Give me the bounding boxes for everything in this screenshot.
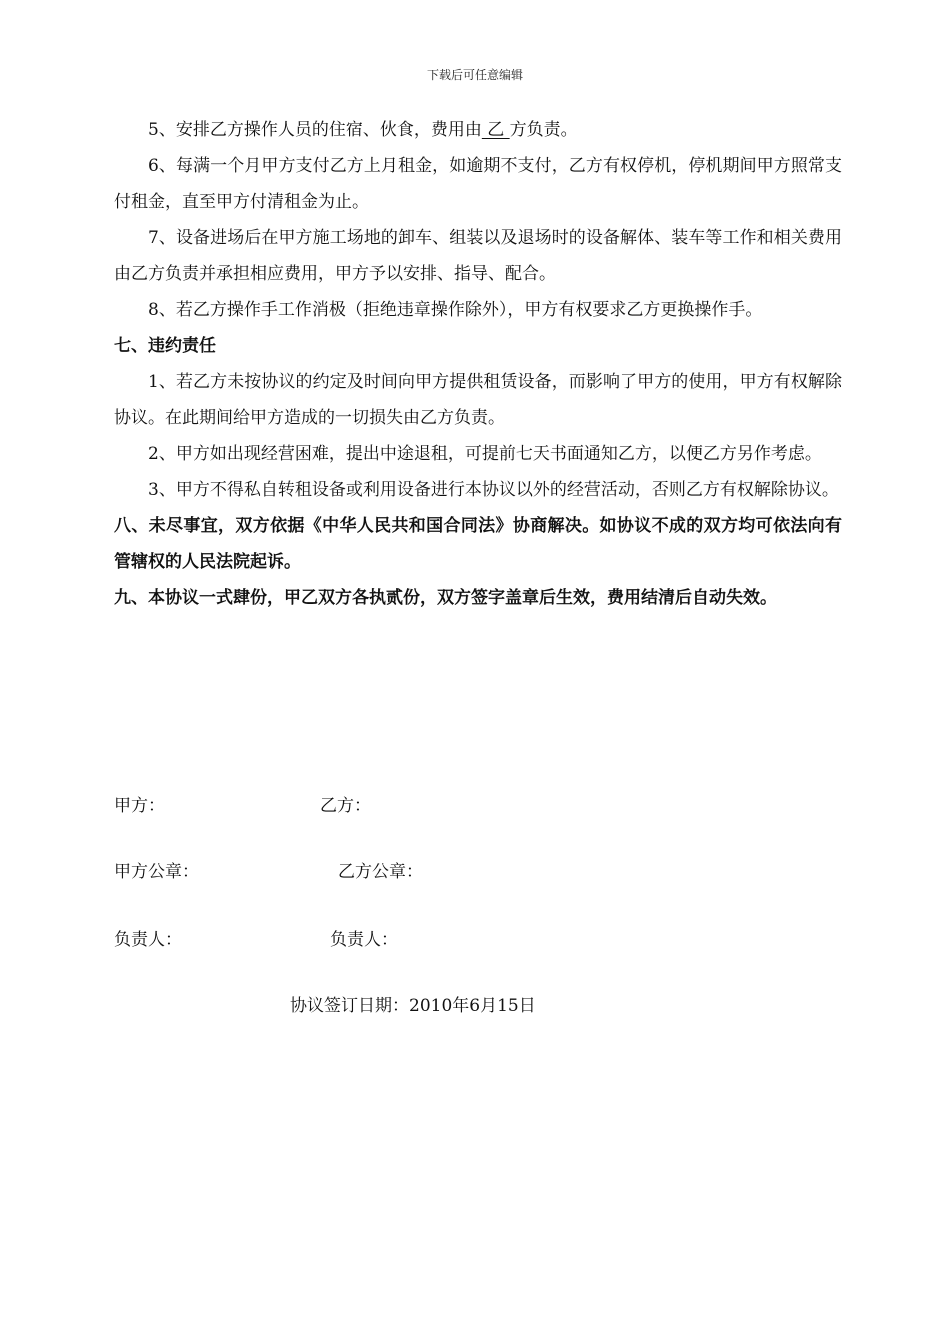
clause-8: 8、若乙方操作手工作消极（拒绝违章操作除外），甲方有权要求乙方更换操作手。 xyxy=(148,300,763,320)
clause-6: 6、每满一个月甲方支付乙方上月租金，如逾期不支付，乙方有权停机，停机期间甲方照常支付租金，直至甲方付清租金为止。 xyxy=(114,156,842,212)
contract-body xyxy=(114,112,842,616)
party-b-label: 乙方： xyxy=(320,796,371,816)
party-a-seal-label: 甲方公章： xyxy=(114,862,199,882)
signing-date: 协议签订日期：2010年6月15日 xyxy=(290,996,536,1016)
clause-5-responsible-party: 乙 xyxy=(481,120,510,140)
clause-7: 7、设备进场后在甲方施工场地的卸车、组装以及退场时的设备解体、装车等工作和相关费用由乙方负责并承担相应费用，甲方予以安排、指导、配合。 xyxy=(114,228,842,284)
breach-clause-1: 1、若乙方未按协议的约定及时间向甲方提供租赁设备，而影响了甲方的使用，甲方有权解除协议。在此期间给甲方造成的一切损失由乙方负责。 xyxy=(114,372,842,428)
header-note: 下载后可任意编辑 xyxy=(426,68,523,82)
breach-clause-3: 3、甲方不得私自转租设备或利用设备进行本协议以外的经营活动，否则乙方有权解除协议。 xyxy=(148,480,839,500)
section-7-title: 七、违约责任 xyxy=(114,336,216,356)
party-a-label: 甲方： xyxy=(114,796,165,816)
party-b-representative-label: 负责人： xyxy=(330,930,398,950)
breach-clause-2: 2、甲方如出现经营困难，提出中途退租，可提前七天书面通知乙方，以便乙方另作考虑。 xyxy=(148,444,822,464)
party-a-representative-label: 负责人： xyxy=(114,930,182,950)
clause-5-text: 5、安排乙方操作人员的住宿、伙食，费用由 xyxy=(148,120,482,140)
section-9: 九、本协议一式肆份，甲乙双方各执贰份，双方签字盖章后生效，费用结清后自动失效。 xyxy=(114,588,777,608)
clause-5-tail: 方负责。 xyxy=(509,120,578,140)
clause-5 xyxy=(114,112,842,148)
section-8: 八、未尽事宜，双方依据《中华人民共和国合同法》协商解决。如协议不成的双方均可依法向有管辖权的人民法院起诉。 xyxy=(114,516,842,572)
party-b-seal-label: 乙方公章： xyxy=(338,862,423,882)
